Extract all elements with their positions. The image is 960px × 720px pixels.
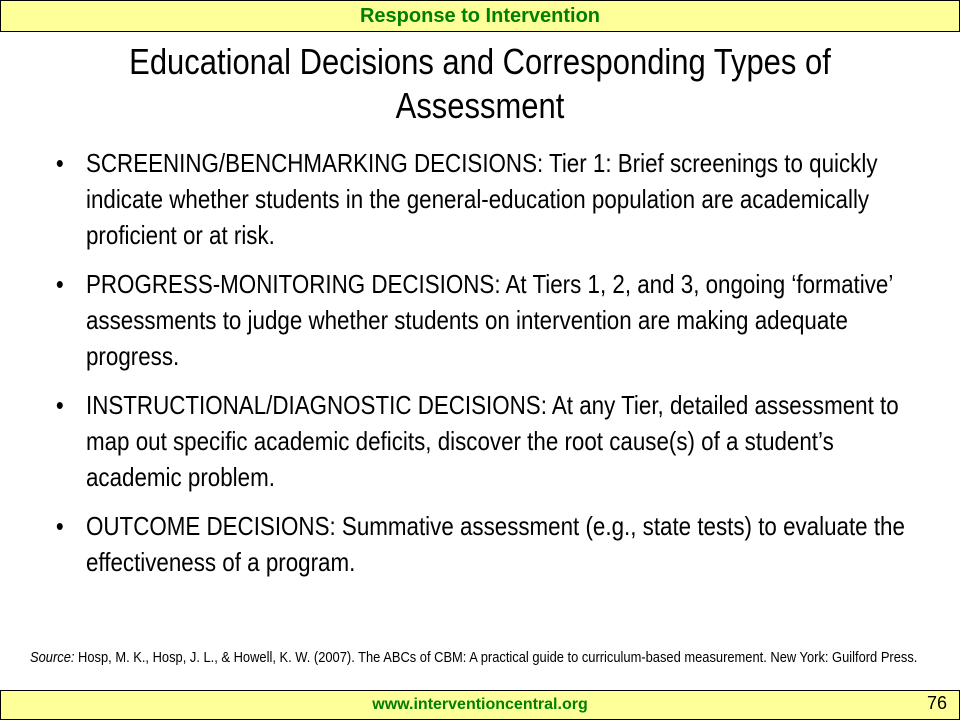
- bullet-marker: •: [55, 511, 64, 541]
- bullet-text-instructional-diagnostic: INSTRUCTIONAL/DIAGNOSTIC DECISIONS: At any Tier, detailed assessment to map out specific academic deficits, discover the root cause(s) of a student’s academic problem.: [86, 390, 899, 492]
- bullet-item-outcome: [0, 508, 925, 580]
- bullet-text-progress-monitoring: PROGRESS-MONITORING DECISIONS: At Tiers 1, 2, and 3, ongoing ‘formative’ assessments to judge whether students on intervention are making adequate progress.: [86, 269, 893, 371]
- source-text: Hosp, M. K., Hosp, J. L., & Howell, K. W. (2007). The ABCs of CBM: A practical guide to curriculum-based measurement. New York: Guilford Press.: [78, 649, 918, 666]
- bullet-text-outcome: OUTCOME DECISIONS: Summative assessment (e.g., state tests) to evaluate the effectiveness of a program.: [86, 511, 905, 577]
- footer-banner: [0, 690, 960, 720]
- bullet-marker: •: [55, 390, 64, 420]
- bullet-marker: •: [55, 269, 64, 299]
- page-number: 76: [926, 693, 947, 713]
- bullet-text-screening: SCREENING/BENCHMARKING DECISIONS: Tier 1: Brief screenings to quickly indicate whether students in the general-education population are academically proficient or at risk.: [86, 148, 878, 250]
- bullet-marker: •: [55, 148, 64, 178]
- bullet-item-screening: [0, 145, 925, 253]
- header-banner-text: Response to Intervention: [359, 4, 601, 27]
- bullet-item-progress-monitoring: [0, 266, 925, 374]
- source-label: Source:: [30, 649, 75, 666]
- bullet-list: [0, 145, 960, 593]
- slide-title: Educational Decisions and Corresponding Types of Assessment: [129, 41, 831, 126]
- footer-url[interactable]: www.interventioncentral.org: [372, 696, 588, 713]
- bullet-item-instructional-diagnostic: [0, 387, 925, 495]
- header-banner: [0, 0, 960, 32]
- source-citation: [30, 648, 924, 668]
